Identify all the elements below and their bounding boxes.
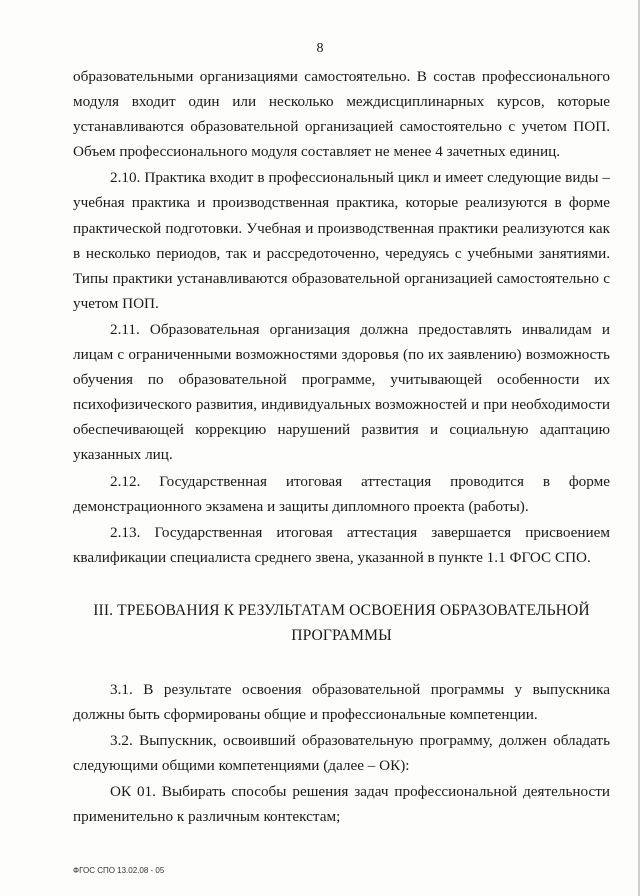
paragraph-2-13: 2.13. Государственная итоговая аттестация завершается присвоением квалификации специалиста среднего звена, указанной в пункте 1.1 ФГОС СПО. <box>73 523 610 566</box>
paragraph-3-1: 3.1. В результате освоения образовательной программы у выпускника должны быть сформированы общие и профессиональные компетенции. <box>73 681 610 724</box>
paragraph-continuation: образовательными организациями самостоятельно. В состав профессионального модуля входит один или несколько междисциплинарных курсов, которые устанавливаются образовательной организацией самостоятельно с учетом ПОП. Объем профессионального модуля составляет не менее 4 зачетных единиц. <box>73 68 610 161</box>
section-body <box>73 677 610 830</box>
paragraph-3-2: 3.2. Выпускник, освоивший образовательную программу, должен обладать следующими общими компетенциями (далее – ОК): <box>73 732 610 775</box>
section-heading-line-1: III. ТРЕБОВАНИЯ К РЕЗУЛЬТАТАМ ОСВОЕНИЯ ОБРАЗОВАТЕЛЬНОЙ <box>93 602 590 619</box>
body-text <box>73 64 610 570</box>
paragraph-2-10: 2.10. Практика входит в профессиональный цикл и имеет следующие виды – учебная практика и производственная практика, которые реализуются в форме практической подготовки. Учебная и производственная практики реализуются как в несколько периодов, так и рассредоточенно, чередуясь с учебными занятиями. Типы практики устанавливаются образовательной организацией самостоятельно с учетом ПОП. <box>73 169 610 312</box>
section-heading-line-2: ПРОГРАММЫ <box>291 627 392 644</box>
section-heading <box>73 598 610 648</box>
footer-code: ФГОС СПО 13.02.08 - 05 <box>73 866 165 875</box>
page-number: 8 <box>316 41 324 56</box>
paragraph-2-11: 2.11. Образовательная организация должна предоставлять инвалидам и лицам с ограниченными возможностями здоровья (по их заявлению) возможность обучения по образовательной программе, учитывающей особенности их психофизического развития, индивидуальных возможностей и при необходимости обеспечивающей коррекцию нарушений развития и социальную адаптацию указанных лиц. <box>73 320 610 464</box>
paragraph-ok-01: ОК 01. Выбирать способы решения задач профессиональной деятельности применительно к различным контекстам; <box>73 783 610 826</box>
paragraph-2-12: 2.12. Государственная итоговая аттестация проводится в форме демонстрационного экзамена и защиты дипломного проекта (работы). <box>73 472 610 515</box>
